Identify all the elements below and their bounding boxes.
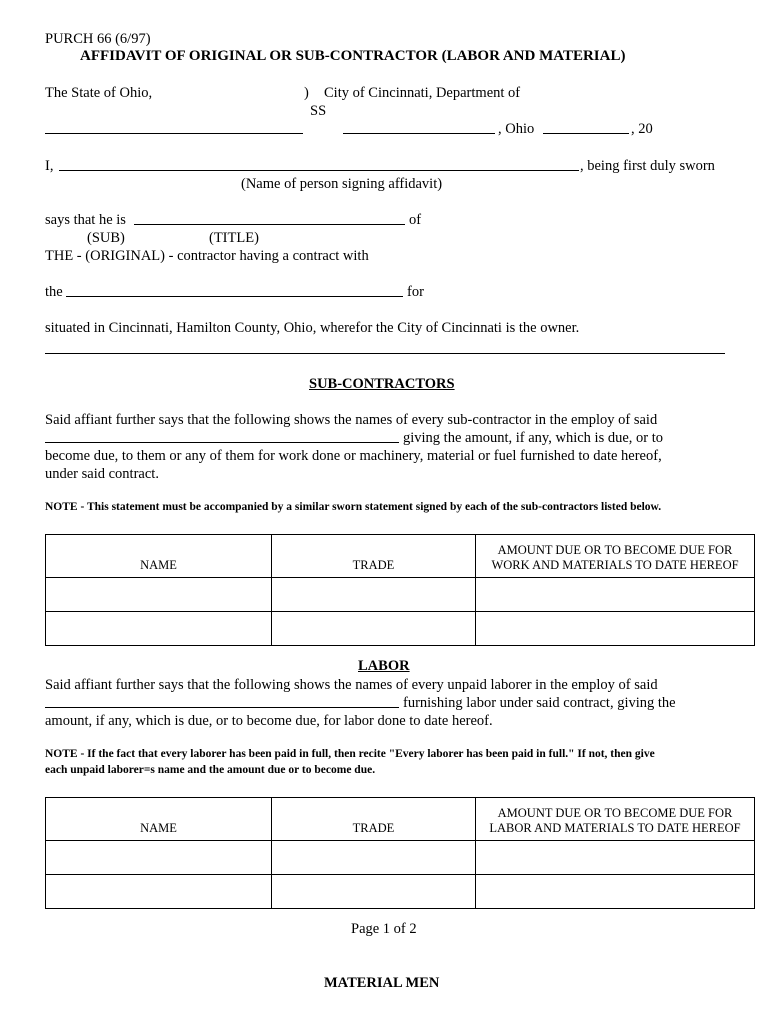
state-label: The State of Ohio, <box>45 85 153 101</box>
labor-note-line2: each unpaid laborer=s name and the amount due or to become due. <box>45 764 376 776</box>
trade-cell[interactable] <box>272 841 476 875</box>
sub-paragraph-line1: Said affiant further says that the following shows the names of every sub-contractor in the employ of said <box>45 412 658 428</box>
labor-paragraph-line3: amount, if any, which is due, or to become due, for labor done to date hereof. <box>45 713 493 729</box>
col-name-header: NAME <box>46 535 272 578</box>
amount-cell[interactable] <box>476 875 755 909</box>
title-caption: (TITLE) <box>209 230 259 246</box>
for-label: for <box>407 284 424 300</box>
form-code: PURCH 66 (6/97) <box>45 31 151 47</box>
amount-cell[interactable] <box>476 612 755 646</box>
i-label: I, <box>45 158 54 174</box>
col-trade-header: TRADE <box>272 798 476 841</box>
sub-paragraph-line3: become due, to them or any of them for work done or machinery, material or fuel furnished to date hereof, <box>45 448 662 464</box>
name-caption: (Name of person signing affidavit) <box>241 176 443 192</box>
contract-party-blank[interactable] <box>66 296 403 297</box>
table-row <box>46 875 755 909</box>
material-men-heading: MATERIAL MEN <box>324 975 440 991</box>
affiant-name-blank[interactable] <box>59 170 579 171</box>
of-label: of <box>409 212 422 228</box>
section-divider <box>45 353 725 354</box>
labor-employer-blank[interactable] <box>45 707 399 708</box>
trade-cell[interactable] <box>272 612 476 646</box>
col-amount-header <box>476 798 755 841</box>
name-cell[interactable] <box>46 612 272 646</box>
sub-paragraph-line4: under said contract. <box>45 466 159 482</box>
col-name-header: NAME <box>46 798 272 841</box>
col-amount-header-line1: AMOUNT DUE OR TO BECOME DUE FOR <box>497 543 733 557</box>
name-cell[interactable] <box>46 578 272 612</box>
says-he-is-label: says that he is <box>45 212 126 228</box>
labor-paragraph-line1: Said affiant further says that the following shows the names of every unpaid laborer in the employ of said <box>45 677 658 693</box>
department-blank[interactable] <box>343 133 495 134</box>
sworn-label: , being first duly sworn <box>580 158 715 174</box>
county-blank[interactable] <box>45 133 303 134</box>
year-label: , 20 <box>631 121 653 137</box>
table-row <box>46 841 755 875</box>
form-title: AFFIDAVIT OF ORIGINAL OR SUB-CONTRACTOR (LABOR AND MATERIAL) <box>80 48 626 64</box>
ohio-label: , Ohio <box>498 121 535 137</box>
table-row <box>46 578 755 612</box>
ss-label: SS <box>310 103 327 119</box>
sub-employer-blank[interactable] <box>45 442 399 443</box>
labor-note-line1: NOTE - If the fact that every laborer has been paid in full, then recite "Every laborer has been paid in full." If not, then give <box>45 748 655 760</box>
venue-paren: ) <box>304 85 309 101</box>
sub-caption: (SUB) <box>87 230 125 246</box>
col-amount-header-line1: AMOUNT DUE OR TO BECOME DUE FOR <box>497 806 733 820</box>
table-header-row <box>46 798 755 841</box>
labor-paragraph-line2: furnishing labor under said contract, giving the <box>403 695 676 711</box>
name-cell[interactable] <box>46 875 272 909</box>
sub-paragraph-line2: giving the amount, if any, which is due, or to <box>403 430 664 446</box>
amount-cell[interactable] <box>476 841 755 875</box>
name-cell[interactable] <box>46 841 272 875</box>
col-amount-header <box>476 535 755 578</box>
situated-text: situated in Cincinnati, Hamilton County, Ohio, wherefor the City of Cincinnati is the owner. <box>45 320 580 336</box>
amount-cell[interactable] <box>476 578 755 612</box>
city-label: City of Cincinnati, Department of <box>324 85 521 101</box>
position-blank[interactable] <box>134 224 405 225</box>
labor-heading: LABOR <box>358 658 410 674</box>
table-row <box>46 612 755 646</box>
col-amount-header-line2: LABOR AND MATERIALS TO DATE HEREOF <box>489 821 741 835</box>
page-number: Page 1 of 2 <box>351 921 417 937</box>
col-trade-header: TRADE <box>272 535 476 578</box>
subcontractors-table <box>45 534 755 646</box>
labor-table <box>45 797 755 909</box>
trade-cell[interactable] <box>272 875 476 909</box>
trade-cell[interactable] <box>272 578 476 612</box>
sub-note: NOTE - This statement must be accompanied by a similar sworn statement signed by each of the sub-contractors listed below. <box>45 501 662 513</box>
subcontractors-heading: SUB-CONTRACTORS <box>309 376 455 392</box>
table-header-row <box>46 535 755 578</box>
col-amount-header-line2: WORK AND MATERIALS TO DATE HEREOF <box>491 558 739 572</box>
original-label: THE - (ORIGINAL) - contractor having a contract with <box>45 248 369 264</box>
date-blank[interactable] <box>543 133 629 134</box>
the-label: the <box>45 284 63 300</box>
